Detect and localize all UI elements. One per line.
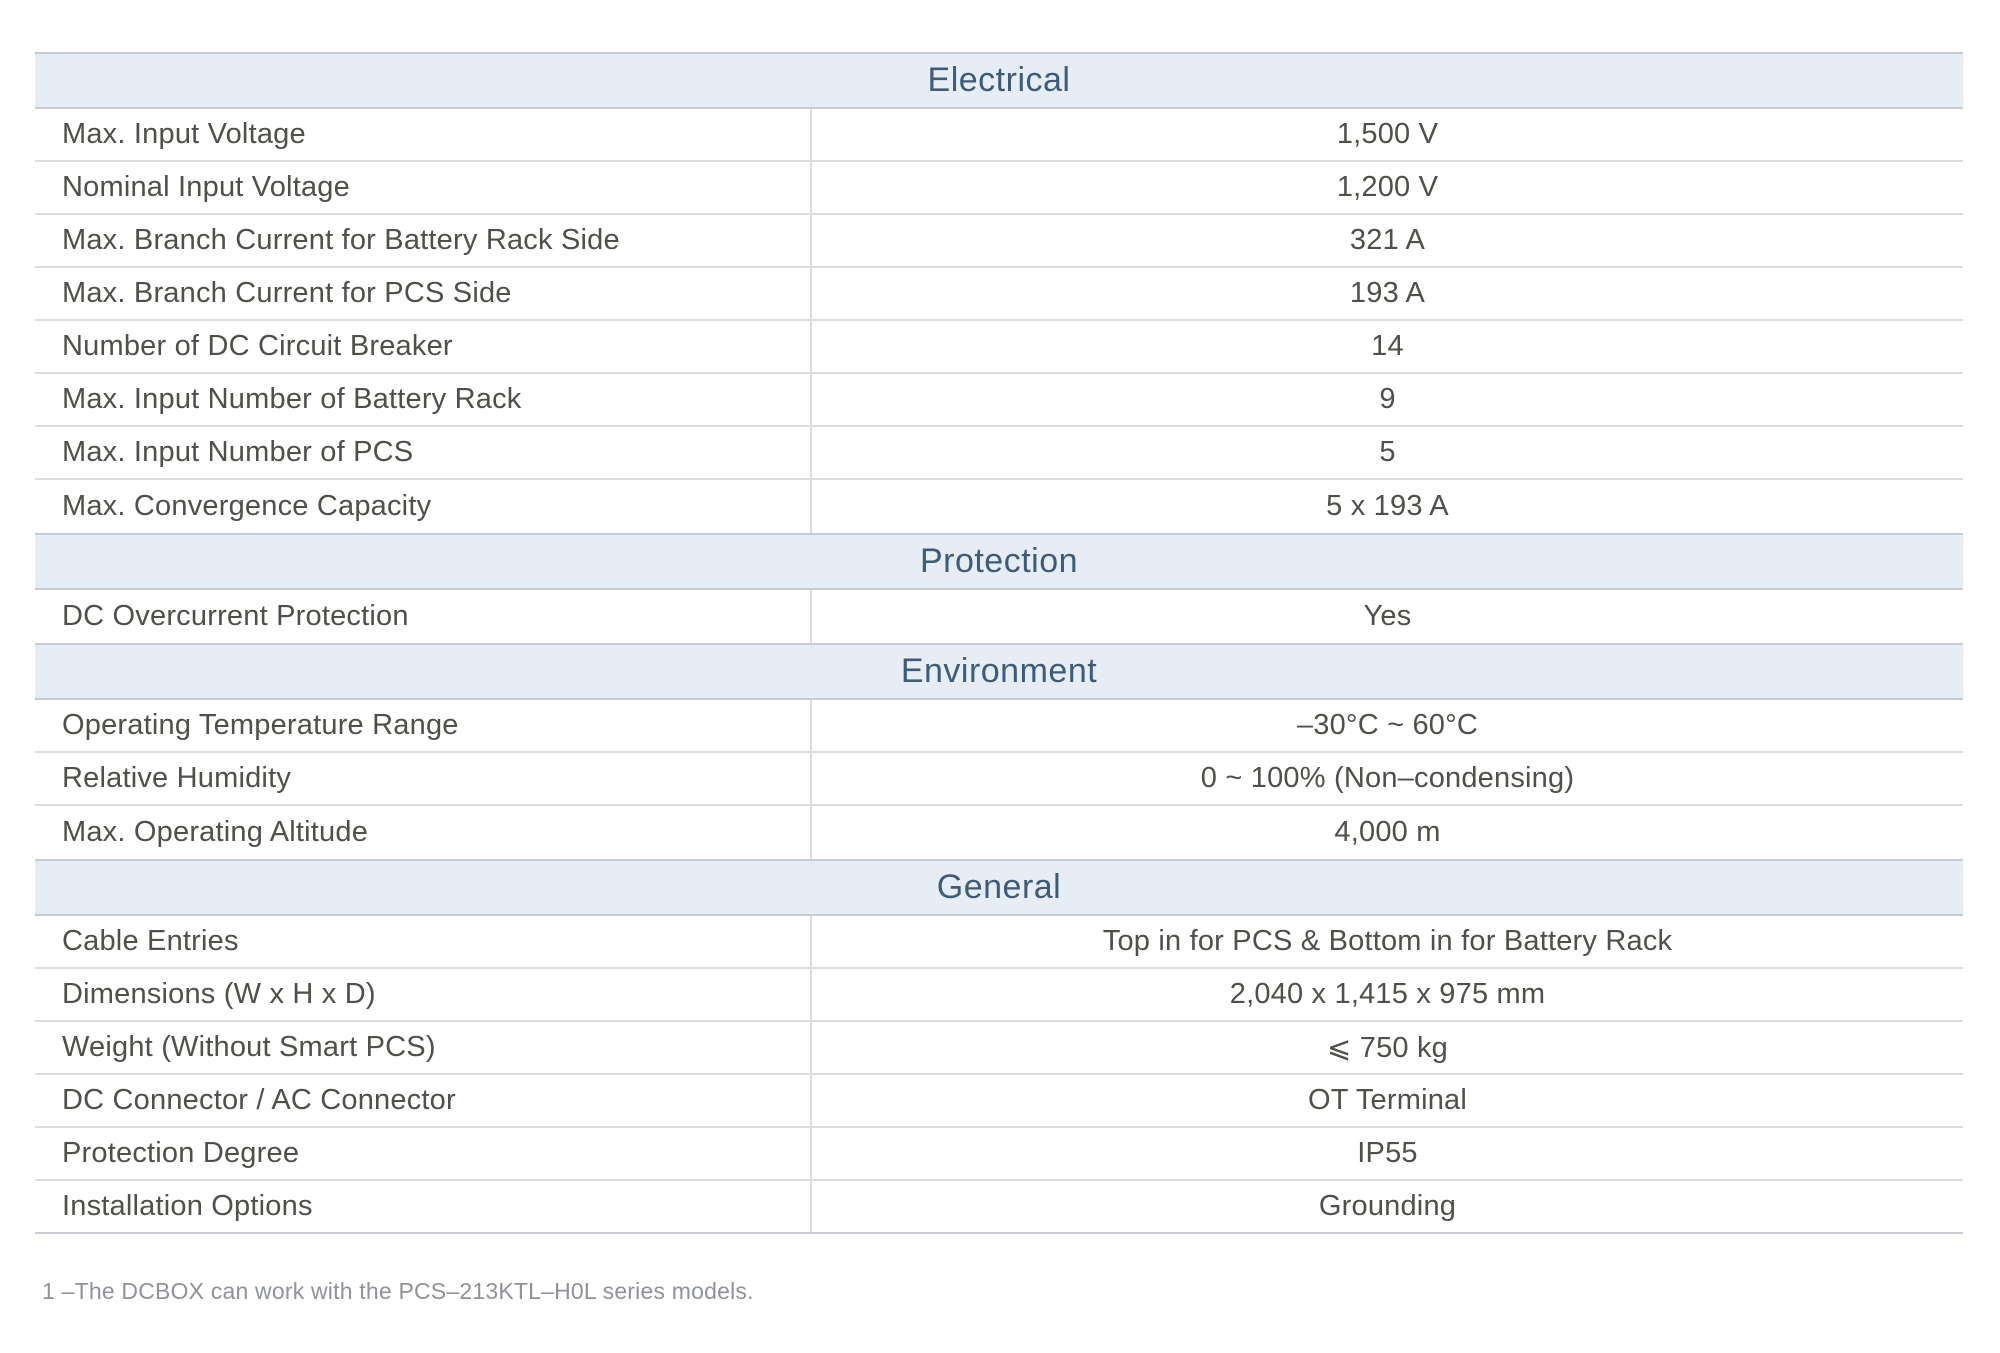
spec-label: Installation Options xyxy=(35,1181,812,1232)
spec-value: 4,000 m xyxy=(1334,816,1441,848)
spec-row xyxy=(35,590,1963,643)
spec-row xyxy=(35,427,1963,480)
spec-value: –30°C ~ 60°C xyxy=(1296,709,1479,741)
spec-label: Max. Input Number of Battery Rack xyxy=(35,374,812,425)
spec-value: 2,040 x 1,415 x 975 mm xyxy=(1229,978,1546,1010)
section-title-environment: Environment xyxy=(35,643,1963,700)
spec-value: OT Terminal xyxy=(1307,1084,1468,1116)
spec-row xyxy=(35,969,1963,1022)
spec-label: DC Connector / AC Connector xyxy=(35,1075,812,1126)
section-title-electrical: Electrical xyxy=(35,52,1963,109)
spec-label: DC Overcurrent Protection xyxy=(35,590,812,643)
spec-table xyxy=(35,52,1963,1234)
spec-value: 5 xyxy=(1379,436,1396,468)
section-general xyxy=(35,859,1963,1234)
spec-label: Max. Branch Current for Battery Rack Side xyxy=(35,215,812,266)
spec-label: Max. Convergence Capacity xyxy=(35,480,812,533)
spec-value: 0 ~ 100% (Non–condensing) xyxy=(1200,762,1575,794)
section-title-protection: Protection xyxy=(35,533,1963,590)
section-protection xyxy=(35,533,1963,643)
spec-value: 5 x 193 A xyxy=(1326,490,1449,522)
spec-label: Relative Humidity xyxy=(35,753,812,804)
spec-value: Yes xyxy=(1363,600,1412,632)
spec-label: Max. Operating Altitude xyxy=(35,806,812,859)
spec-row xyxy=(35,162,1963,215)
section-title-general: General xyxy=(35,859,1963,916)
spec-value: Top in for PCS & Bottom in for Battery Rack xyxy=(1102,925,1673,957)
spec-row xyxy=(35,753,1963,806)
spec-row xyxy=(35,1128,1963,1181)
spec-value: 321 A xyxy=(1349,224,1426,256)
spec-row xyxy=(35,916,1963,969)
spec-label: Protection Degree xyxy=(35,1128,812,1179)
spec-row xyxy=(35,215,1963,268)
spec-row xyxy=(35,480,1963,533)
spec-value: 1,200 V xyxy=(1336,171,1439,203)
spec-label: Operating Temperature Range xyxy=(35,700,812,751)
section-electrical xyxy=(35,52,1963,533)
spec-row xyxy=(35,1075,1963,1128)
spec-row xyxy=(35,374,1963,427)
spec-label: Max. Input Number of PCS xyxy=(35,427,812,478)
spec-row xyxy=(35,700,1963,753)
spec-value: 1,500 V xyxy=(1336,118,1439,150)
spec-row xyxy=(35,268,1963,321)
spec-value: 14 xyxy=(1371,330,1404,362)
spec-row xyxy=(35,1022,1963,1075)
spec-label: Dimensions (W x H x D) xyxy=(35,969,812,1020)
spec-value: 9 xyxy=(1379,383,1396,415)
section-environment xyxy=(35,643,1963,859)
spec-value: IP55 xyxy=(1357,1137,1418,1169)
spec-value: Grounding xyxy=(1318,1190,1457,1222)
spec-row xyxy=(35,1181,1963,1234)
spec-row xyxy=(35,109,1963,162)
spec-label: Max. Input Voltage xyxy=(35,109,812,160)
spec-row xyxy=(35,806,1963,859)
spec-row xyxy=(35,321,1963,374)
spec-label: Max. Branch Current for PCS Side xyxy=(35,268,812,319)
spec-label: Cable Entries xyxy=(35,916,812,967)
spec-label: Number of DC Circuit Breaker xyxy=(35,321,812,372)
spec-label: Weight (Without Smart PCS) xyxy=(35,1022,812,1073)
footnote: 1 –The DCBOX can work with the PCS–213KTL–H0L series models. xyxy=(42,1278,754,1304)
spec-label: Nominal Input Voltage xyxy=(35,162,812,213)
spec-value: ⩽ 750 kg xyxy=(1326,1032,1449,1064)
spec-value: 193 A xyxy=(1349,277,1426,309)
